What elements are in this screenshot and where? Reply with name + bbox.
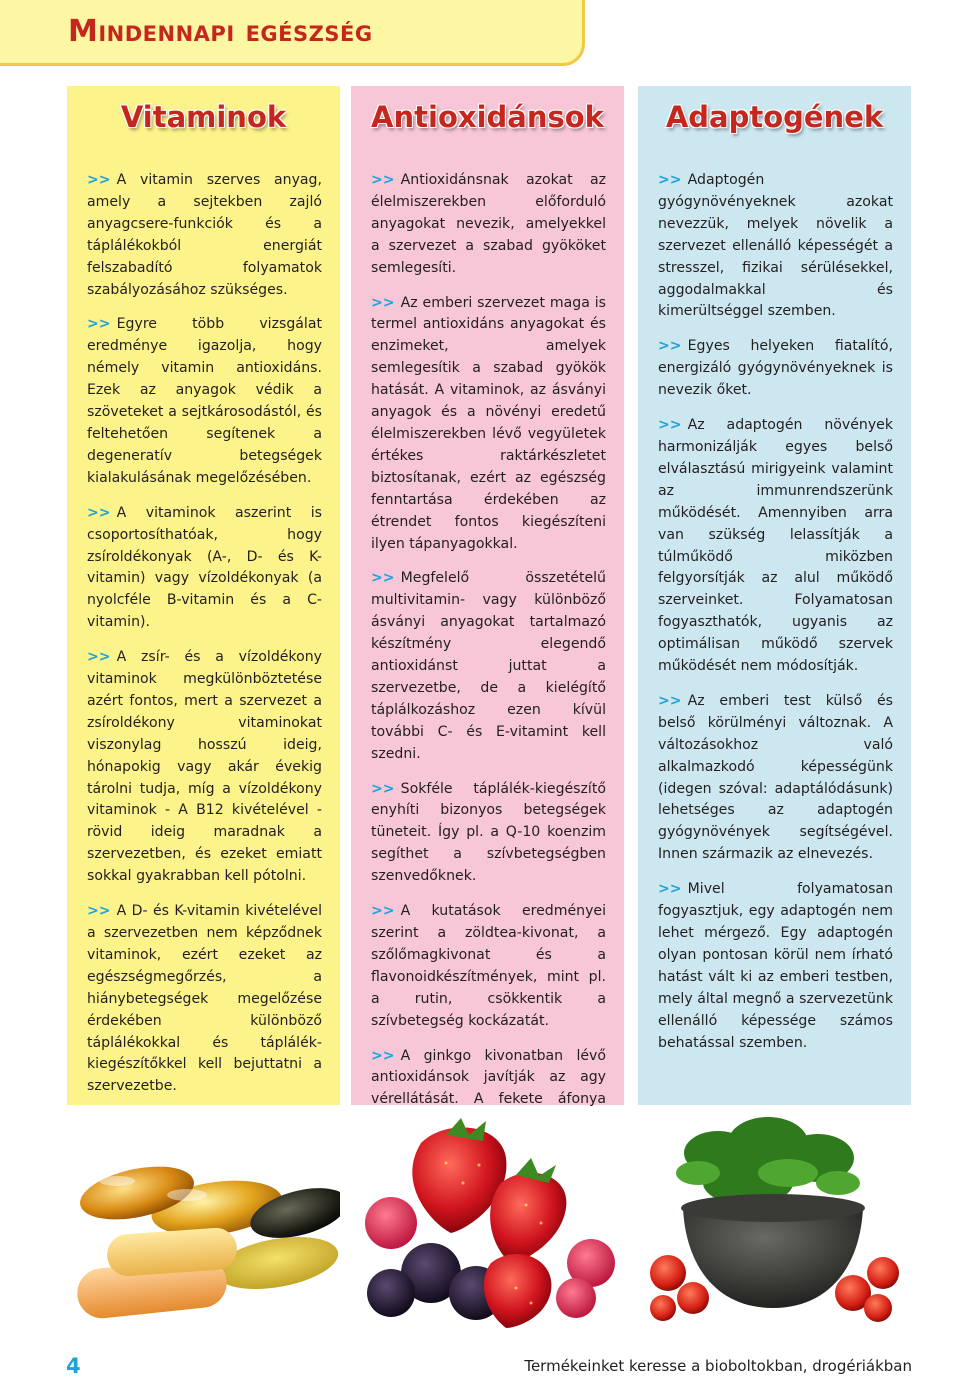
paragraph xyxy=(658,415,893,678)
bullet-marker: >> xyxy=(371,780,395,797)
header-tab xyxy=(0,0,585,66)
paragraph-text: A zsír- és a vízoldékony vitaminok megkülönböztetése azért fontos, mert a szervezet a zsíroldékony vitaminokat viszonylag hosszú ideig, hónapokig vagy akár évekig tárolni tudja, míg a vízoldékony vitaminok - A B12 kivételével - rövid ideig maradnak a szervezetben, és ezeket emiatt sokkal gyakrabban kell pótolni. xyxy=(87,649,322,885)
paragraph-text: A vitaminok aszerint is csoportosíthatóak, hogy zsíroldékonyak (A-, D- és K-vitamin) vagy vízoldékonyak (a nyolcféle B-vitamin és a C-vitamin). xyxy=(87,504,322,631)
bullet-marker: >> xyxy=(658,692,682,709)
bullet-marker: >> xyxy=(658,881,682,898)
column-title: Adaptogének xyxy=(665,100,884,134)
paragraph xyxy=(371,293,606,556)
paragraph xyxy=(658,691,893,866)
paragraph xyxy=(658,170,893,323)
bullet-marker: >> xyxy=(87,172,111,188)
paragraph-text: A kutatások eredményei szerint a zöldtea-kivonat, a szőlőmagkivonat és a flavonoidkészítmények, mint pl. a rutin, csökkentik a szívbetegség kockázatát. xyxy=(371,903,606,1029)
bullet-marker: >> xyxy=(658,338,682,355)
paragraph-text: A D- és K-vitamin kivételével a szervezetben nem képződnek vitaminok, ezért ezeket az egészségmegőrzés, a hiánybetegségek megelőzése érdekében különböző táplálékokkal és táplálék-kiegészítőkkel kell bejuttatni a szervezetbe. xyxy=(87,903,322,1095)
berries-image xyxy=(351,1113,624,1331)
column-body xyxy=(87,170,322,1111)
bullet-marker: >> xyxy=(658,417,682,434)
paragraph xyxy=(371,779,606,889)
bullet-marker: >> xyxy=(371,903,395,920)
paragraph xyxy=(87,503,322,634)
column-title: Vitaminok xyxy=(120,100,287,134)
paragraph xyxy=(87,170,322,301)
column-antioxidansok xyxy=(351,86,624,1108)
herbs-mortar-image xyxy=(638,1113,911,1331)
paragraph xyxy=(371,170,606,280)
paragraph xyxy=(371,568,606,765)
page-title xyxy=(68,14,373,49)
paragraph xyxy=(658,879,893,1054)
paragraph-text: Egyre több vizsgálat eredménye igazolja, hogy némely vitamin antioxidáns. Ezek az anyagok védik a szöveteket a sejtkárosodástól, és feltehetően segítenek a degeneratív betegségek kialakulásának megelőzésében. xyxy=(87,316,322,486)
footer-text: Termékeinket keresse a bioboltokban, drogériákban xyxy=(524,1357,912,1375)
paragraph-text: Adaptogén gyógynövényeknek azokat nevezzük, melyek növelik a szervezet ellenálló képességét a stresszel, fizikai sérülésekkel, aggodalmakkal és kimerültséggel szemben. xyxy=(658,172,893,320)
bullet-marker: >> xyxy=(658,172,682,188)
bullet-marker: >> xyxy=(371,570,395,587)
bullet-marker: >> xyxy=(87,903,111,920)
column-title: Antioxidánsok xyxy=(371,100,604,134)
paragraph-text: Megfelelő összetételű multivitamin- vagy különböző ásványi anyagokat tartalmazó készítmény elegendő antioxidánst juttat a szervezetbe, de a kielégítő táplálkozáshoz ezen kívül további C- és E-vitamint kell szedni. xyxy=(371,570,606,762)
paragraph-text: A ginkgo kivonatban lévő antioxidánsok javítják az agy vérellátását. A fekete áfonya xyxy=(371,1047,606,1108)
paragraph xyxy=(87,314,322,489)
bullet-marker: >> xyxy=(87,649,111,666)
bullet-marker: >> xyxy=(371,294,395,311)
paragraph-text: Az emberi szervezet maga is termel antioxidáns anyagokat és enzimeket, amelyek semlegesítik a szabad gyökök hatását. A vitaminok, az ásványi anyagok és a növényi eredetű élelmiszerekben lévő vegyületek értékes raktárkészletet biztosítanak, ezért az egészség fenntartása érdekében az étrendet fontos kiegészíteni ilyen tápanyagokkal. xyxy=(371,294,606,552)
column-vitaminok xyxy=(67,86,340,1105)
paragraph-text: A vitamin szerves anyag, amely a sejtekben zajló anyagcsere-funkciók és a táplálékokból energiát felszabadító folyamatok szabályozásához szükséges. xyxy=(87,172,322,298)
bullet-marker: >> xyxy=(87,504,111,521)
page-number: 4 xyxy=(66,1354,81,1378)
bullet-marker: >> xyxy=(371,1047,395,1064)
column-body xyxy=(658,170,893,1067)
column-adaptogenek xyxy=(638,86,911,1105)
paragraph xyxy=(658,336,893,402)
paragraph xyxy=(371,901,606,1032)
paragraph xyxy=(87,647,322,888)
paragraph-text: Egyes helyeken fiatalító, energizáló gyógynövényeknek is nevezik őket. xyxy=(658,338,893,399)
bullet-marker: >> xyxy=(371,172,395,188)
paragraph-text: Antioxidánsnak azokat az élelmiszerekben előforduló anyagokat nevezik, amelyekkel a szervezet a szabad gyököket semlegesíti. xyxy=(371,172,606,276)
column-body xyxy=(371,170,606,1190)
page-title-text: Mindennapi egészség xyxy=(68,14,373,49)
paragraph-text: Mivel folyamatosan fogyasztjuk, egy adaptogén nem lehet mérgező. Egy adaptogén olyan pontosan körül nem írható hatást vált ki az emberi testben, mely által megnő a szervezetünk ellenálló képessége számos behatással szemben. xyxy=(658,881,893,1051)
paragraph-text: Az emberi test külső és belső körülményi változnak. A változásokhoz való alkalmazkodó képességünk (idegen szóval: adaptálódásunk) lehetséges az adaptogén gyógynövények segítségével. Innen származik az elnevezés. xyxy=(658,692,893,863)
paragraph xyxy=(87,901,322,1098)
vitamin-capsules-image xyxy=(67,1113,340,1331)
paragraph-text: Az adaptogén növények harmonizálják egyes belső elválasztású mirigyeink valamint az immunrendszerünk működését. Amennyiben arra van szükség lelassítják a túlműködő miközben felgyorsítják az alul működő szerveinket. Folyamatosan fogyaszthatók, ugyanis az optimálisan működő szervek működését nem módosítják. xyxy=(658,417,893,675)
bullet-marker: >> xyxy=(87,316,111,333)
paragraph-text: Sokféle táplálék-kiegészítő enyhíti bizonyos betegségek tüneteit. Így pl. a Q-10 koenzim segíthet a szívbetegségben szenvedőknek. xyxy=(371,780,606,885)
